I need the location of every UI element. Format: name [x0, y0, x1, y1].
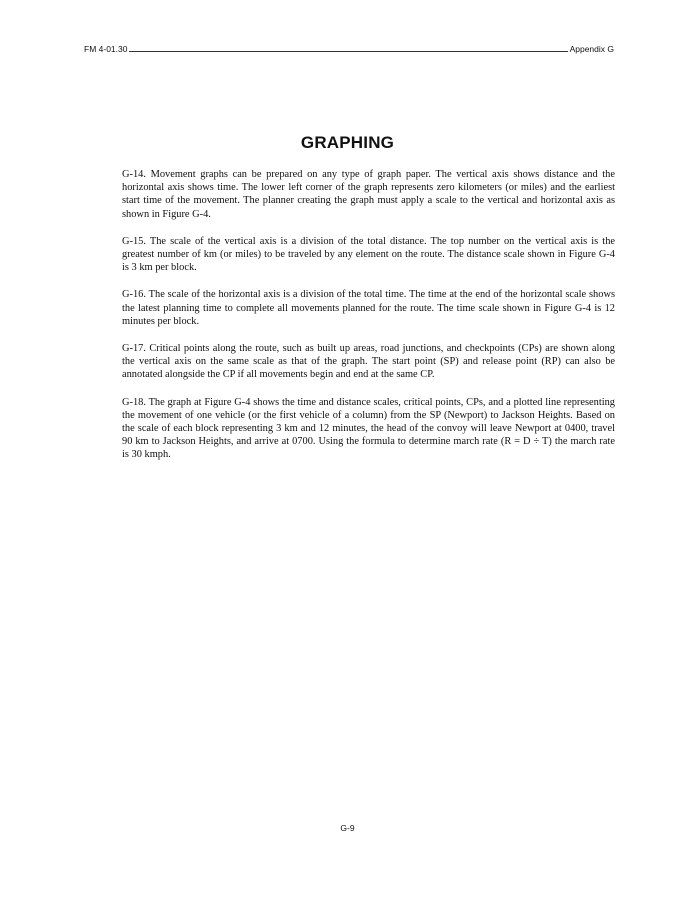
- running-header: [84, 42, 614, 54]
- header-rule: [129, 51, 567, 52]
- page-title: GRAPHING: [300, 133, 395, 152]
- body-text: [122, 168, 615, 476]
- header-doc-id: FM 4-01.30: [84, 44, 128, 54]
- page-number: G-9: [340, 823, 355, 833]
- paragraph-g15: G-15. The scale of the vertical axis is a division of the total distance. The top number on the vertical axis is the greatest number of km (or miles) to be traveled by any element on the route. The distance scale shown in Figure G-4 is 3 km per block.: [122, 235, 615, 274]
- paragraph-g14: G-14. Movement graphs can be prepared on any type of graph paper. The vertical axis shows distance and the horizontal axis shows time. The lower left corner of the graph represents zero kilometers (or miles) and the earliest start time of the movement. The planner creating the graph must apply a scale to the vertical and horizontal axis as shown in Figure G-4.: [122, 169, 615, 220]
- paragraph-g16: G-16. The scale of the horizontal axis is a division of the total time. The time at the end of the horizontal scale shows the latest planning time to complete all movements planned for the route. The time scale shown in Figure G-4 is 12 minutes per block.: [122, 289, 615, 327]
- header-appendix-label: Appendix G: [569, 44, 614, 54]
- paragraph-g17: G-17. Critical points along the route, such as built up areas, road junctions, and checkpoints (CPs) are shown along the vertical axis on the same scale as that of the graph. The start point (SP) and release point (RP) can also be annotated alongside the CP if all movements begin and end at the same CP.: [122, 343, 615, 381]
- paragraph-g18: G-18. The graph at Figure G-4 shows the time and distance scales, critical points, CPs, and a plotted line representing the movement of one vehicle (or the first vehicle of a column) from the SP (Newport) to Jackson Heights. Based on the scale of each block representing 3 km and 12 minutes, the head of the convoy will leave Newport at 0400, travel 90 km to Jackson Heights, and arrive at 0700. Using the formula to determine march rate (R = D ÷ T) the march rate is 30 kmph.: [122, 396, 615, 461]
